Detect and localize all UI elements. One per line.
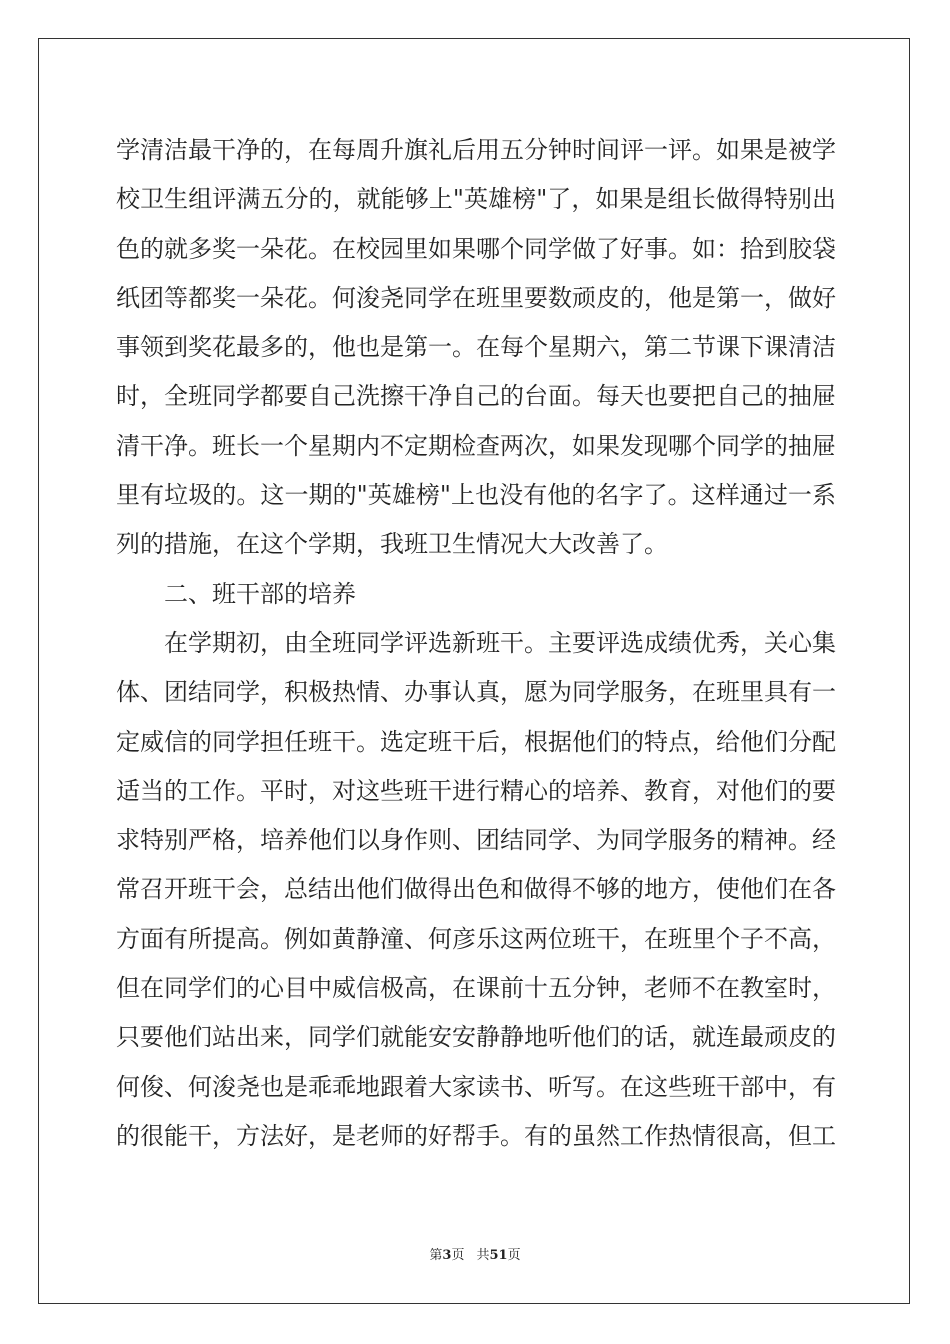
text-line: 列的措施，在这个学期，我班卫生情况大大改善了。: [116, 530, 668, 559]
total-prefix: 共: [476, 1248, 490, 1263]
text-line: 求特别严格，培养他们以身作则、团结同学、为同学服务的精神。经: [116, 826, 836, 855]
page-suffix: 页: [451, 1248, 465, 1263]
total-pages: 51: [489, 1248, 508, 1263]
text-line: 里有垃圾的。这一期的"英雄榜"上也没有他的名字了。这样通过一系: [116, 481, 836, 510]
text-line: 在学期初，由全班同学评选新班干。主要评选成绩优秀，关心集: [164, 628, 836, 657]
text-line: 清干净。班长一个星期内不定期检查两次，如果发现哪个同学的抽屉: [116, 431, 836, 460]
text-line: 只要他们站出来，同学们就能安安静静地听他们的话，就连最顽皮的: [116, 1023, 836, 1052]
page-prefix: 第: [429, 1248, 443, 1263]
text-line: 色的就多奖一朵花。在校园里如果哪个同学做了好事。如：拾到胶袋: [116, 234, 836, 263]
text-line: 学清洁最干净的，在每周升旗礼后用五分钟时间评一评。如果是被学: [116, 136, 836, 164]
total-suffix: 页: [507, 1248, 521, 1263]
text-line: 的很能干，方法好，是老师的好帮手。有的虽然工作热情很高，但工: [116, 1121, 836, 1150]
text-line: 但在同学们的心目中威信极高，在课前十五分钟，老师不在教室时，: [116, 974, 836, 1003]
text-line: 常召开班干会，总结出他们做得出色和做得不够的地方，使他们在各: [116, 875, 836, 904]
text-line: 定威信的同学担任班干。选定班干后，根据他们的特点，给他们分配: [116, 727, 836, 756]
text-line: 时，全班同学都要自己洗擦干净自己的台面。每天也要把自己的抽屉: [116, 382, 836, 411]
text-line: 校卫生组评满五分的，就能够上"英雄榜"了，如果是组长做得特别出: [116, 185, 836, 214]
section-heading: 二、班干部的培养: [164, 579, 356, 608]
text-line: 适当的工作。平时，对这些班干进行精心的培养、教育，对他们的要: [116, 776, 836, 805]
text-line: 体、团结同学，积极热情、办事认真，愿为同学服务，在班里具有一: [116, 678, 836, 707]
page-number: 3: [442, 1248, 452, 1263]
page-footer: [0, 1244, 950, 1263]
text-line: 何俊、何浚尧也是乖乖地跟着大家读书、听写。在这些班干部中，有: [116, 1072, 836, 1101]
text-line: 方面有所提高。例如黄静潼、何彦乐这两位班干，在班里个子不高，: [116, 924, 836, 953]
document-body: [116, 126, 836, 1161]
text-line: 事领到奖花最多的，他也是第一。在每个星期六，第二节课下课清洁: [116, 333, 836, 362]
text-line: 纸团等都奖一朵花。何浚尧同学在班里要数顽皮的，他是第一，做好: [116, 283, 836, 312]
